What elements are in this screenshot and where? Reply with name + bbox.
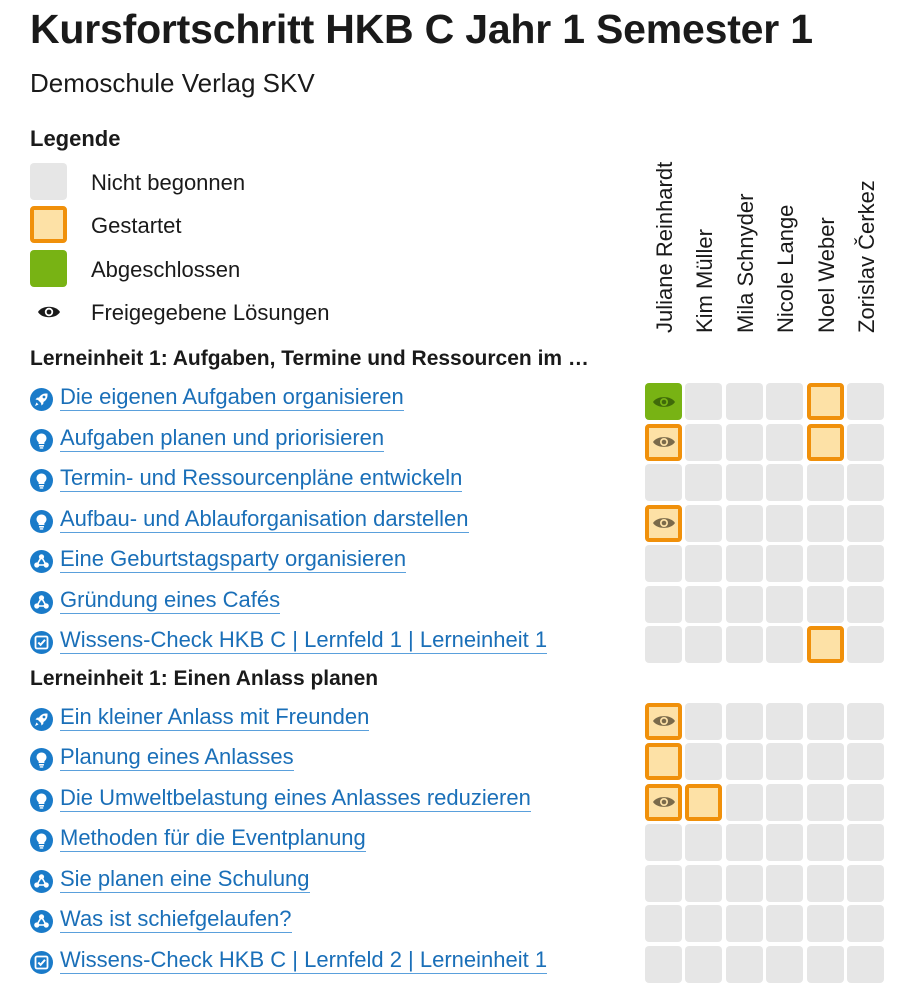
task-link[interactable]: Methoden für die Eventplanung bbox=[60, 825, 366, 850]
progress-cell-not-started[interactable] bbox=[807, 865, 844, 902]
progress-cell-not-started[interactable] bbox=[685, 946, 722, 983]
eye-icon bbox=[652, 713, 676, 729]
legend-item-not-started bbox=[30, 163, 450, 201]
progress-cell-not-started[interactable] bbox=[645, 946, 682, 983]
progress-cell-not-started[interactable] bbox=[807, 703, 844, 740]
section-title: Lerneinheit 1: Aufgaben, Termine und Ressourcen im … bbox=[30, 347, 589, 370]
student-header: Zorislav Čerkez bbox=[854, 180, 879, 333]
progress-cell-started[interactable] bbox=[645, 505, 682, 542]
task-link[interactable]: Aufbau- und Ablauforganisation darstellen bbox=[60, 505, 469, 531]
task-link[interactable]: Eine Geburtstagsparty organisieren bbox=[60, 546, 407, 571]
progress-cell-not-started[interactable] bbox=[726, 784, 763, 821]
task-row bbox=[30, 822, 640, 862]
progress-cell-not-started[interactable] bbox=[847, 545, 884, 582]
task-row bbox=[30, 503, 640, 543]
task-link[interactable]: Gründung eines Cafés bbox=[60, 586, 281, 612]
progress-cell-not-started[interactable] bbox=[766, 865, 803, 902]
progress-cell-not-started[interactable] bbox=[766, 505, 803, 542]
progress-cell-not-started[interactable] bbox=[645, 824, 682, 861]
checklist-icon bbox=[30, 951, 53, 974]
progress-cell-not-started[interactable] bbox=[726, 586, 763, 623]
student-header: Juliane Reinhardt bbox=[652, 161, 677, 333]
lightbulb-icon bbox=[30, 469, 53, 492]
task-link[interactable]: Die Umweltbelastung eines Anlasses reduzieren bbox=[60, 784, 531, 810]
task-link[interactable]: Die eigenen Aufgaben organisieren bbox=[60, 384, 404, 409]
progress-cell-not-started[interactable] bbox=[685, 865, 722, 902]
progress-cell-not-started[interactable] bbox=[847, 865, 884, 902]
checklist-icon bbox=[30, 631, 53, 654]
progress-cell-not-started[interactable] bbox=[726, 865, 763, 902]
legend-heading: Legende bbox=[30, 126, 121, 151]
progress-cell-not-started[interactable] bbox=[807, 545, 844, 582]
legend-label: Nicht begonnen bbox=[91, 170, 246, 195]
legend-item-done bbox=[30, 250, 450, 288]
progress-cell-not-started[interactable] bbox=[847, 464, 884, 501]
eye-icon bbox=[652, 515, 676, 531]
progress-cell-started[interactable] bbox=[807, 626, 844, 663]
task-row bbox=[30, 701, 640, 741]
progress-cell-not-started[interactable] bbox=[726, 946, 763, 983]
task-row bbox=[30, 944, 640, 984]
progress-cell-not-started[interactable] bbox=[685, 743, 722, 780]
progress-cell-not-started[interactable] bbox=[685, 545, 722, 582]
progress-cell-not-started[interactable] bbox=[685, 824, 722, 861]
progress-cell-not-started[interactable] bbox=[807, 946, 844, 983]
progress-cell-not-started[interactable] bbox=[766, 784, 803, 821]
lightbulb-icon bbox=[30, 829, 53, 852]
progress-cell-not-started[interactable] bbox=[726, 505, 763, 542]
task-row bbox=[30, 903, 640, 943]
progress-cell-not-started[interactable] bbox=[807, 464, 844, 501]
progress-cell-not-started[interactable] bbox=[685, 586, 722, 623]
task-link[interactable]: Wissens-Check HKB C | Lernfeld 2 | Lerneinheit 1 bbox=[60, 946, 548, 972]
progress-cell-not-started[interactable] bbox=[847, 946, 884, 983]
progress-cell-not-started[interactable] bbox=[807, 784, 844, 821]
network-icon bbox=[30, 870, 53, 893]
task-link[interactable]: Ein kleiner Anlass mit Freunden bbox=[60, 703, 370, 729]
network-icon bbox=[30, 550, 53, 573]
progress-cell-not-started[interactable] bbox=[645, 464, 682, 501]
task-row bbox=[30, 863, 640, 903]
progress-cell-not-started[interactable] bbox=[726, 424, 763, 461]
progress-cell-not-started[interactable] bbox=[645, 865, 682, 902]
progress-cell-not-started[interactable] bbox=[766, 383, 803, 420]
task-row bbox=[30, 422, 640, 462]
progress-cell-not-started[interactable] bbox=[685, 505, 722, 542]
task-row bbox=[30, 782, 640, 822]
progress-cell-not-started[interactable] bbox=[847, 824, 884, 861]
progress-cell-not-started[interactable] bbox=[766, 703, 803, 740]
progress-cell-not-started[interactable] bbox=[807, 586, 844, 623]
progress-cell-started[interactable] bbox=[807, 383, 844, 420]
progress-cell-not-started[interactable] bbox=[766, 424, 803, 461]
progress-cell-not-started[interactable] bbox=[726, 824, 763, 861]
lightbulb-icon bbox=[30, 789, 53, 812]
progress-cell-not-started[interactable] bbox=[847, 383, 884, 420]
task-link[interactable]: Aufgaben planen und priorisieren bbox=[60, 424, 385, 450]
student-header: Kim Müller bbox=[692, 229, 717, 333]
progress-cell-not-started[interactable] bbox=[766, 743, 803, 780]
student-header: Noel Weber bbox=[814, 217, 839, 333]
rocket-icon bbox=[30, 388, 53, 411]
network-icon bbox=[30, 591, 53, 614]
progress-cell-not-started[interactable] bbox=[766, 626, 803, 663]
eye-icon bbox=[652, 394, 676, 410]
progress-cell-not-started[interactable] bbox=[726, 703, 763, 740]
not-started-swatch bbox=[30, 163, 67, 200]
progress-cell-not-started[interactable] bbox=[726, 743, 763, 780]
done-swatch bbox=[30, 250, 67, 287]
task-link[interactable]: Planung eines Anlasses bbox=[60, 744, 294, 769]
progress-cell-not-started[interactable] bbox=[685, 424, 722, 461]
task-link[interactable]: Was ist schiefgelaufen? bbox=[60, 906, 292, 931]
lightbulb-icon bbox=[30, 429, 53, 452]
progress-cell-not-started[interactable] bbox=[645, 626, 682, 663]
task-row bbox=[30, 584, 640, 624]
progress-cell-not-started[interactable] bbox=[807, 743, 844, 780]
eye-icon bbox=[37, 301, 61, 323]
progress-cell-not-started[interactable] bbox=[726, 626, 763, 663]
progress-cell-not-started[interactable] bbox=[766, 905, 803, 942]
progress-cell-not-started[interactable] bbox=[645, 905, 682, 942]
progress-cell-not-started[interactable] bbox=[847, 424, 884, 461]
progress-cell-not-started[interactable] bbox=[685, 464, 722, 501]
progress-cell-started[interactable] bbox=[645, 743, 682, 780]
progress-cell-started[interactable] bbox=[645, 424, 682, 461]
started-swatch bbox=[30, 206, 67, 243]
progress-cell-not-started[interactable] bbox=[726, 464, 763, 501]
progress-cell-started[interactable] bbox=[807, 424, 844, 461]
page-subtitle: Demoschule Verlag SKV bbox=[30, 68, 315, 98]
progress-cell-not-started[interactable] bbox=[847, 626, 884, 663]
progress-cell-not-started[interactable] bbox=[645, 586, 682, 623]
task-row bbox=[30, 462, 640, 502]
progress-cell-not-started[interactable] bbox=[766, 545, 803, 582]
progress-cell-not-started[interactable] bbox=[685, 703, 722, 740]
task-row bbox=[30, 381, 640, 421]
progress-cell-not-started[interactable] bbox=[847, 505, 884, 542]
progress-cell-done[interactable] bbox=[645, 383, 682, 420]
progress-cell-started[interactable] bbox=[685, 784, 722, 821]
progress-cell-not-started[interactable] bbox=[807, 905, 844, 942]
progress-cell-not-started[interactable] bbox=[726, 905, 763, 942]
task-link[interactable]: Termin- und Ressourcenpläne entwickeln bbox=[60, 465, 463, 490]
progress-cell-not-started[interactable] bbox=[847, 586, 884, 623]
progress-cell-not-started[interactable] bbox=[685, 626, 722, 663]
progress-cell-not-started[interactable] bbox=[766, 464, 803, 501]
student-header: Nicole Lange bbox=[773, 204, 798, 333]
task-row bbox=[30, 543, 640, 583]
legend-label: Abgeschlossen bbox=[91, 257, 241, 282]
progress-cell-not-started[interactable] bbox=[847, 784, 884, 821]
progress-cell-not-started[interactable] bbox=[766, 586, 803, 623]
progress-cell-not-started[interactable] bbox=[847, 905, 884, 942]
task-row bbox=[30, 741, 640, 781]
progress-cell-started[interactable] bbox=[645, 784, 682, 821]
lightbulb-icon bbox=[30, 748, 53, 771]
task-link[interactable]: Sie planen eine Schulung bbox=[60, 865, 310, 891]
legend-label: Gestartet bbox=[91, 213, 182, 238]
progress-cell-not-started[interactable] bbox=[645, 545, 682, 582]
progress-cell-not-started[interactable] bbox=[847, 703, 884, 740]
network-icon bbox=[30, 910, 53, 933]
eye-icon bbox=[652, 794, 676, 810]
progress-cell-not-started[interactable] bbox=[807, 824, 844, 861]
task-row bbox=[30, 624, 640, 664]
legend-item-solutions bbox=[30, 293, 450, 331]
eye-icon bbox=[652, 434, 676, 450]
task-link[interactable]: Wissens-Check HKB C | Lernfeld 1 | Lerneinheit 1 bbox=[60, 627, 548, 652]
lightbulb-icon bbox=[30, 510, 53, 533]
legend-item-started bbox=[30, 206, 450, 244]
legend-label: Freigegebene Lösungen bbox=[91, 300, 330, 325]
student-header: Mila Schnyder bbox=[733, 193, 758, 333]
section-title: Lerneinheit 1: Einen Anlass planen bbox=[30, 666, 379, 690]
progress-cell-not-started[interactable] bbox=[766, 824, 803, 861]
progress-cell-started[interactable] bbox=[645, 703, 682, 740]
progress-cell-not-started[interactable] bbox=[847, 743, 884, 780]
rocket-icon bbox=[30, 708, 53, 731]
progress-cell-not-started[interactable] bbox=[685, 905, 722, 942]
progress-cell-not-started[interactable] bbox=[726, 545, 763, 582]
progress-cell-not-started[interactable] bbox=[685, 383, 722, 420]
page-title: Kursfortschritt HKB C Jahr 1 Semester 1 bbox=[30, 6, 813, 52]
progress-cell-not-started[interactable] bbox=[766, 946, 803, 983]
progress-cell-not-started[interactable] bbox=[807, 505, 844, 542]
progress-cell-not-started[interactable] bbox=[726, 383, 763, 420]
